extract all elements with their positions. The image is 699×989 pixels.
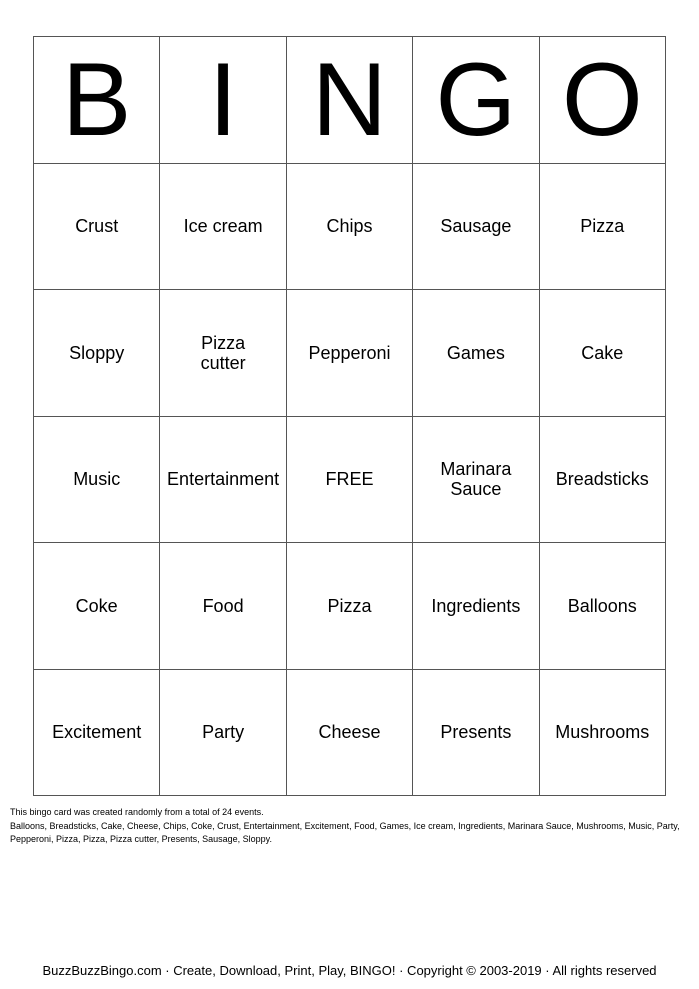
card-info-events-list: Balloons, Breadsticks, Cake, Cheese, Chips, Coke, Crust, Entertainment, Excitement, Food, Games, Ice cream, Ingredients, Marinara Sauce, Mushrooms, Music, Party, Pepperoni, Pizza, Pizza, Pizza cutter, Presents, Sausage, Sloppy. xyxy=(10,820,680,844)
bingo-cell: Sausage xyxy=(413,163,539,290)
bingo-cell: Music xyxy=(34,416,160,543)
bingo-cell: Pepperoni xyxy=(286,290,412,417)
header-letter-i: I xyxy=(160,37,286,164)
footer-copyright: BuzzBuzzBingo.com · Create, Download, Print, Play, BINGO! · Copyright © 2003-2019 · All rights reserved xyxy=(42,963,657,978)
header-letter-n: N xyxy=(286,37,412,164)
bingo-cell: Games xyxy=(413,290,539,417)
bingo-row xyxy=(34,416,666,543)
bingo-cell: Ingredients xyxy=(413,543,539,670)
card-info xyxy=(10,806,690,847)
bingo-cell: Party xyxy=(160,669,286,796)
bingo-cell: Coke xyxy=(34,543,160,670)
bingo-row xyxy=(34,163,666,290)
card-info-summary: This bingo card was created randomly from a total of 24 events. xyxy=(10,807,264,817)
bingo-cell: Pizza xyxy=(539,163,665,290)
bingo-cell: Breadsticks xyxy=(539,416,665,543)
bingo-cell: Balloons xyxy=(539,543,665,670)
free-space-cell: FREE xyxy=(286,416,412,543)
bingo-card xyxy=(33,36,666,796)
bingo-cell: Pizza xyxy=(286,543,412,670)
header-letter-g: G xyxy=(413,37,539,164)
bingo-cell: Chips xyxy=(286,163,412,290)
bingo-cell: Entertainment xyxy=(160,416,286,543)
bingo-row xyxy=(34,669,666,796)
header-letter-o: O xyxy=(539,37,665,164)
bingo-cell: Food xyxy=(160,543,286,670)
bingo-cell: Crust xyxy=(34,163,160,290)
bingo-row xyxy=(34,543,666,670)
bingo-cell: Presents xyxy=(413,669,539,796)
bingo-cell: Sloppy xyxy=(34,290,160,417)
bingo-cell: Excitement xyxy=(34,669,160,796)
bingo-cell: Cheese xyxy=(286,669,412,796)
bingo-row xyxy=(34,290,666,417)
bingo-cell: Cake xyxy=(539,290,665,417)
header-letter-b: B xyxy=(34,37,160,164)
bingo-cell: Marinara Sauce xyxy=(413,416,539,543)
bingo-cell: Ice cream xyxy=(160,163,286,290)
bingo-cell: Mushrooms xyxy=(539,669,665,796)
bingo-cell: Pizza cutter xyxy=(160,290,286,417)
header-row xyxy=(34,37,666,164)
